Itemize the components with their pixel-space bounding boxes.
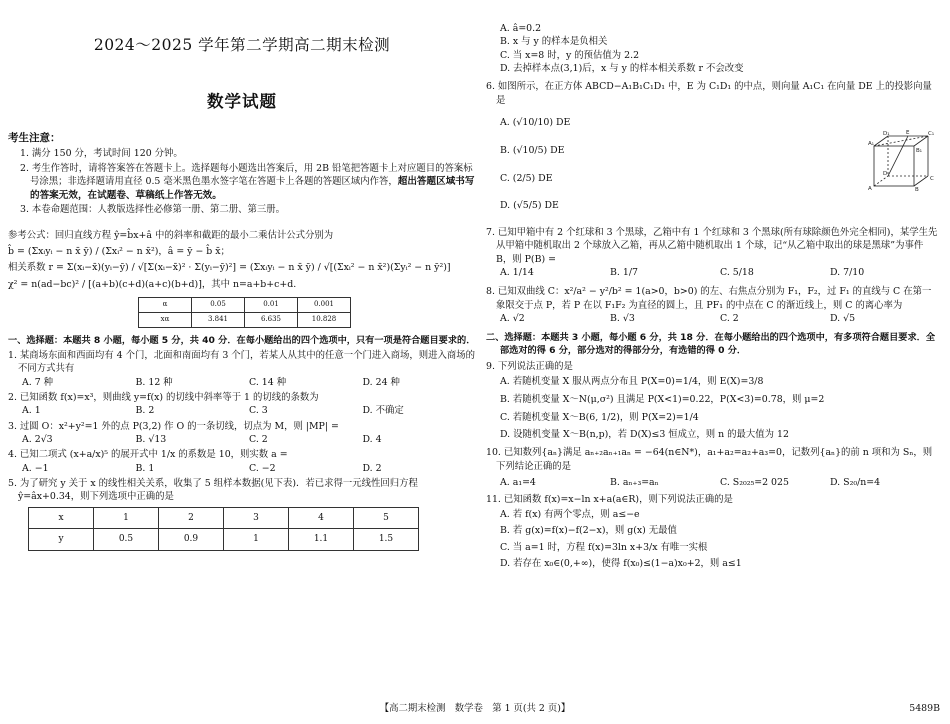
option: A. 1	[22, 405, 41, 417]
question-2: 2. 已知函数 f(x)=x³，则曲线 y=f(x) 的切线中斜率等于 1 的切线的条数为	[8, 391, 319, 403]
reference-intro: 参考公式：回归直线方程 ŷ=b̂x+â 中的斜率和截距的最小二乘估计公式分别为	[8, 229, 334, 241]
option: A. (√10/10) DE	[500, 117, 571, 129]
cube-label: D₁	[883, 131, 890, 137]
table-cell: 2	[159, 507, 224, 529]
option: C. −2	[249, 462, 276, 474]
option: B. 1/7	[610, 267, 638, 279]
option: C. 3	[249, 405, 268, 417]
option: B. 若 g(x)=f(x)−f(2−x)，则 g(x) 无最值	[500, 525, 677, 537]
option: A. −1	[22, 462, 49, 474]
option: C. 2	[720, 313, 739, 325]
question-8-options	[486, 312, 940, 325]
formula-r: 相关系数 r = Σ(xᵢ−x̄)(yᵢ−ȳ) / √[Σ(xᵢ−x̄)² · Σ(yᵢ−ȳ)²] = (Σxᵢyᵢ − n x̄ ȳ) / √[(Σxᵢ² − n x̄²)(Σyᵢ² − n ȳ²)]	[8, 262, 451, 274]
cube-front-face	[874, 146, 914, 186]
cube-label: C	[930, 176, 934, 182]
table-cell: 1	[94, 507, 159, 529]
cube-label: A₁	[868, 141, 874, 147]
table-cell: 3.841	[192, 312, 245, 327]
question-6: 6. 如图所示，在正方体 ABCD−A₁B₁C₁D₁ 中，E 为 C₁D₁ 的中点，则向量 A₁C₁ 在向量 DE 上的投影向量是	[486, 81, 932, 106]
table-cell: 1.1	[289, 529, 354, 551]
option: C. 若随机变量 X～B(6, 1/2)，则 P(X=2)=1/4	[500, 411, 699, 423]
option: B. 2	[135, 405, 155, 417]
option: D. 2	[362, 462, 382, 474]
table-cell: 1	[224, 529, 289, 551]
table-cell: 1.5	[354, 529, 419, 551]
cube-segment-de	[888, 136, 908, 176]
cube-hidden-edge	[874, 176, 888, 186]
note-item: 3. 本卷命题范围：人教版选择性必修第一册、第二册、第三册。	[20, 204, 286, 216]
table-cell: 0.9	[159, 529, 224, 551]
table-row	[29, 529, 419, 551]
table-row	[139, 312, 351, 327]
cube-edge	[914, 136, 928, 146]
question-11: 11. 已知函数 f(x)=x−ln x+a(a∈R)，则下列说法正确的是	[486, 494, 733, 506]
note-item: 1. 满分 150 分，考试时间 120 分钟。	[20, 148, 183, 160]
table-row	[29, 507, 419, 529]
table-cell: xα	[139, 312, 192, 327]
question-3-options	[8, 433, 476, 446]
option: A. 若 f(x) 有两个零点，则 a≤−e	[500, 508, 640, 520]
paper-code: 5489B	[909, 703, 940, 714]
option: B. x 与 y 的样本是负相关	[500, 36, 608, 48]
option: B. 若随机变量 X～N(μ,σ²) 且满足 P(X<1)=0.22，P(X<3)=0.78，则 μ=2	[500, 393, 825, 405]
table-row	[139, 297, 351, 312]
table-cell: 6.635	[245, 312, 298, 327]
option: C. 当 x=8 时，y 的预估值为 2.2	[500, 49, 640, 61]
exam-title: 2024～2025 学年第二学期高二期末检测	[93, 36, 391, 54]
cube-figure	[868, 130, 938, 192]
cube-diagonal	[874, 136, 928, 146]
note-item	[8, 162, 476, 203]
option: C. 5/18	[720, 267, 754, 279]
option: C. 当 a=1 时，方程 f(x)=3ln x+3/x 有唯一实根	[500, 541, 708, 553]
question-3: 3. 过圆 O：x²+y²=1 外的点 P(3,2) 作 O 的一条切线，切点为 M，则 |MP| =	[8, 420, 339, 432]
question-10-options	[486, 476, 940, 489]
page-footer: 【高二期末检测 数学卷 第 1 页(共 2 页)】	[379, 703, 571, 714]
option: A. √2	[500, 313, 525, 325]
question-9-options	[486, 373, 940, 444]
question-7-options	[486, 266, 940, 279]
question-5-options	[486, 22, 940, 75]
table-cell: α	[139, 297, 192, 312]
critical-value-table	[138, 297, 351, 328]
section-1-title: 一、选择题：本题共 8 小题，每小题 5 分，共 40 分．在每小题给出的四个选项中，只有一项是符合题目要求的．	[8, 334, 476, 346]
right-column	[486, 0, 940, 573]
cube-label: E	[906, 130, 910, 136]
table-cell: x	[29, 507, 94, 529]
option: D. √5	[830, 313, 856, 325]
table-cell: 3	[224, 507, 289, 529]
table-cell: 4	[289, 507, 354, 529]
left-column	[8, 0, 476, 551]
table-cell: 10.828	[298, 312, 351, 327]
section-2-title: 二、选择题：本题共 3 小题，每小题 6 分，共 18 分．在每小题给出的四个选项中，有多项符合题目要求．全部选对的得 6 分，部分选对的得部分分，有选错的得 0 分．	[486, 332, 936, 357]
option: D. 若存在 x₀∈(0,+∞)，使得 f(x₀)≤(1−a)x₀+2，则 a≤1	[500, 558, 742, 570]
question-9: 9. 下列说法正确的是	[486, 360, 573, 372]
option: D. S₂₀/n=4	[830, 477, 881, 488]
option: B. aₙ₊₃=aₙ	[610, 477, 659, 488]
option: B. (√10/5) DE	[500, 144, 565, 156]
option: B. √3	[610, 313, 635, 325]
option: D. 不确定	[362, 405, 404, 417]
note-emphasis: 超出答题区域书写的答案无效，在试题卷、草稿纸上作答无效。	[30, 176, 475, 201]
option: A. 1/14	[500, 267, 534, 279]
option: D. 4	[362, 433, 382, 445]
table-cell: 0.5	[94, 529, 159, 551]
option: D. 24 种	[362, 376, 400, 388]
formula-b: b̂ = (Σxᵢyᵢ − n x̄ ȳ) / (Σxᵢ² − n x̄²)，â = ȳ − b̂ x̄；	[8, 245, 230, 257]
option: C. 14 种	[249, 376, 287, 388]
cube-edge	[914, 176, 928, 186]
question-5: 5. 为了研究 y 关于 x 的线性相关关系，收集了 5 组样本数据(见下表)．若已求得一元线性回归方程 ŷ=âx+0.34，则下列选项中正确的是	[8, 477, 418, 503]
note-text: 2. 考生作答时，请将答案答在答题卡上。选择题每小题选出答案后，用 2B 铅笔把答题卡上对应题目的答案标号涂黑；非选择题请用直径 0.5 毫米黑色墨水签字笔在答题卡上各题的答题区域内作答，	[20, 162, 473, 188]
question-7: 7. 已知甲箱中有 2 个红球和 3 个黑球，乙箱中有 1 个红球和 3 个黑球(所有球除颜色外完全相同)，某学生先从甲箱中随机取出 2 个球放入乙箱，再从乙箱中随机取出 1 个球，记“从乙箱中取出的球是黑球”为事件 B，则 P(B) =	[486, 227, 938, 265]
question-10: 10. 已知数列{aₙ}满足 aₙ₊₂aₙ₊₁aₙ = −64(n∈N*)，a₁+a₂=a₂+a₃=0，记数列{aₙ}的前 n 项和为 Sₙ，则下列结论正确的是	[486, 447, 933, 472]
option: A. a₁=4	[500, 477, 536, 488]
option: D. 7/10	[830, 267, 865, 279]
option: C. 2	[249, 433, 268, 445]
question-1-options	[8, 376, 476, 389]
table-cell: 0.001	[298, 297, 351, 312]
option: D. 去掉样本点(3,1)后，x 与 y 的样本相关系数 r 不会改变	[500, 63, 744, 75]
question-1: 1. 某商场东面和西面均有 4 个门，北面和南面均有 3 个门，若某人从其中的任意一个门进入商场，则进入商场的不同方式共有	[8, 349, 476, 375]
table-cell: 0.05	[192, 297, 245, 312]
option: B. √13	[135, 433, 167, 445]
question-8: 8. 已知双曲线 C：x²/a² − y²/b² = 1(a>0，b>0) 的左、右焦点分别为 F₁，F₂，过 F₁ 的直线与 C 在第一象限交于点 P，若 P 在以 F₁F₂ 为直径的圆上，且 PF₁ 的中点在 C 的渐近线上，则 C 的离心率为	[486, 286, 932, 311]
question-11-options	[486, 507, 940, 573]
option: A. 若随机变量 X 服从两点分布且 P(X=0)=1/4，则 E(X)=3/8	[500, 375, 764, 387]
option: D. 设随机变量 X～B(n,p)，若 D(X)≤3 恒成立，则 n 的最大值为 12	[500, 429, 789, 441]
formula-chi: χ² = n(ad−bc)² / [(a+b)(c+d)(a+c)(b+d)]，其中 n=a+b+c+d.	[8, 278, 297, 290]
cube-label: A	[868, 186, 872, 192]
option: C. S₂₀₂₅=2 025	[720, 477, 789, 488]
cube-label: D	[883, 171, 888, 177]
question-4-options	[8, 462, 476, 475]
table-cell: 0.01	[245, 297, 298, 312]
option: D. (√5/5) DE	[500, 200, 559, 212]
option: A. 7 种	[22, 376, 54, 388]
table-cell: y	[29, 529, 94, 551]
cube-label: B₁	[916, 148, 922, 154]
sample-data-table	[28, 507, 419, 552]
notes-heading: 考生注意：	[8, 132, 61, 145]
table-cell: 5	[354, 507, 419, 529]
subject-title: 数学试题	[207, 92, 277, 111]
cube-label: B	[915, 187, 919, 192]
option: B. 1	[135, 462, 155, 474]
option: C. (2/5) DE	[500, 172, 553, 184]
question-4: 4. 已知二项式 (x+a/x)⁵ 的展开式中 1/x 的系数是 10，则实数 a =	[8, 449, 288, 461]
cube-label: C₁	[928, 131, 935, 137]
cube-edge	[874, 136, 888, 146]
option: A. 2√3	[22, 433, 53, 445]
option: B. 12 种	[135, 376, 173, 388]
option: A. â=0.2	[500, 23, 542, 34]
question-2-options	[8, 404, 476, 417]
